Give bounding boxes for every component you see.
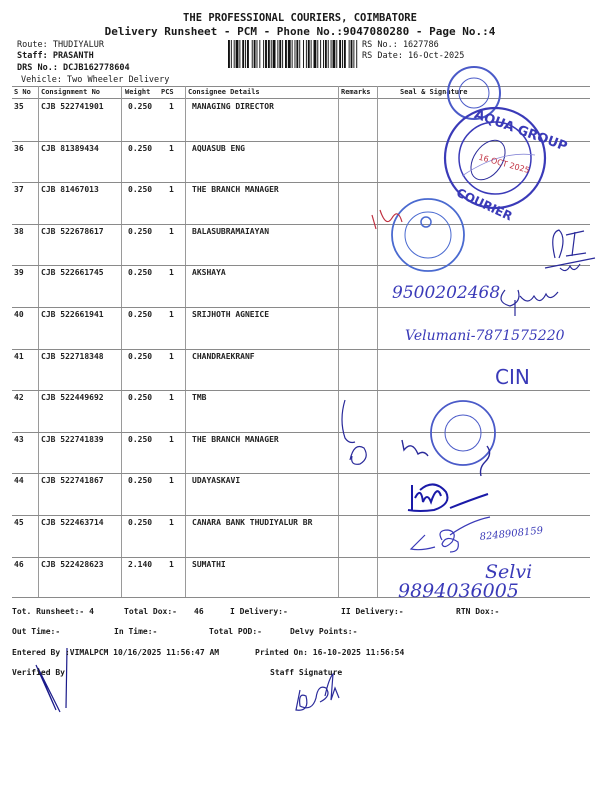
handwritten-row40: Velumani-7871575220	[405, 328, 565, 344]
out-time: Out Time:-	[12, 627, 61, 636]
runsheet-subtitle: Delivery Runsheet - PCM - Phone No.:9047080280 - Page No.:4	[104, 25, 496, 38]
cell-weight: 0.250	[128, 102, 153, 111]
rtn-dox: RTN Dox:-	[456, 607, 500, 616]
col-header-weight: Weight	[125, 88, 151, 96]
mercantile-bank-stamp	[431, 401, 495, 465]
cell-pcs: 1	[169, 476, 174, 486]
cell-consignment: CJB 81467013	[41, 185, 99, 195]
verified-by-label: Verified By	[12, 668, 65, 677]
staff-label: Staff: PRASANTH	[17, 51, 94, 61]
drs-number: DRS No.: DCJB162778604	[17, 63, 130, 73]
cell-pcs: 1	[169, 559, 174, 569]
in-time: In Time:-	[114, 627, 158, 636]
cell-pcs: 1	[169, 102, 174, 111]
cell-pcs: 1	[169, 143, 174, 153]
cell-weight: 0.250	[128, 310, 153, 319]
company-name: THE PROFESSIONAL COURIERS, COIMBATORE	[183, 12, 417, 24]
cell-pcs: 1	[169, 268, 174, 278]
total-dox-label: Total Dox:-	[124, 607, 177, 616]
cell-pcs: 1	[169, 434, 174, 444]
cell-consignment: CJB 522661941	[41, 310, 104, 319]
signature-row39	[501, 290, 558, 316]
handwritten-row46-phone: 9894036005	[398, 580, 519, 602]
cell-sno: 45	[14, 518, 24, 527]
cell-pcs: 1	[169, 351, 174, 361]
cell-consignee: CHANDRAEKRANF	[192, 351, 255, 361]
cell-weight: 0.250	[128, 268, 153, 278]
cell-consignee: THE BRANCH MANAGER	[192, 434, 279, 444]
col-header-remarks: Remarks	[341, 88, 371, 96]
cell-consignment: CJB 522741867	[41, 476, 104, 486]
cell-consignment: CJB 522741839	[41, 434, 104, 444]
cell-consignment: CJB 522449692	[41, 393, 104, 403]
cell-weight: 0.250	[128, 185, 153, 195]
col-header-pcs: PCS	[161, 88, 174, 96]
delvy-points: Delvy Points:-	[290, 627, 358, 636]
cell-pcs: 1	[169, 226, 174, 236]
aqua-stamp-text-top: AQUA GROUP	[472, 107, 570, 155]
tot-runsheet: Tot. Runsheet:- 4	[12, 607, 94, 616]
signature-row44	[408, 484, 488, 511]
col-header-seal-signature: Seal & Signature	[400, 88, 468, 96]
cell-sno: 43	[14, 434, 24, 444]
cell-sno: 41	[14, 351, 24, 361]
cell-consignee: THE BRANCH MANAGER	[192, 185, 279, 195]
cell-sno: 44	[14, 476, 24, 486]
cell-weight: 0.250	[128, 393, 153, 403]
cell-weight: 2.140	[128, 559, 153, 569]
aqua-stamp-text-bottom: COURIER	[454, 185, 515, 224]
cell-weight: 0.250	[128, 434, 153, 444]
ii-delivery: II Delivery:-	[341, 607, 404, 616]
cell-sno: 35	[14, 102, 24, 111]
rs-number: RS No.: 1627786	[362, 40, 439, 50]
cell-consignee: AKSHAYA	[192, 268, 226, 278]
route-label: Route: THUDIYALUR	[17, 40, 104, 50]
cell-consignment: CJB 522678617	[41, 226, 104, 236]
cell-pcs: 1	[169, 185, 174, 195]
entered-by: Entered By :VIMALPCM 10/16/2025 11:56:47 AM	[12, 648, 220, 657]
cell-sno: 40	[14, 310, 24, 319]
cell-sno: 46	[14, 559, 24, 569]
cell-consignee: AQUASUB ENG	[192, 143, 245, 153]
cell-pcs: 1	[169, 393, 174, 403]
cell-pcs: 1	[169, 310, 174, 319]
total-dox-value: 46	[194, 607, 204, 616]
cell-consignee: SRIJHOTH AGNEICE	[192, 310, 270, 319]
cell-consignee: BALASUBRAMAIAYAN	[192, 226, 270, 236]
cell-pcs: 1	[169, 518, 174, 527]
handwritten-row41: CIN	[495, 365, 530, 389]
staff-signature-mark	[296, 674, 339, 710]
cell-consignee: CANARA BANK THUDIYALUR BR	[192, 518, 313, 527]
signature-row38	[545, 230, 595, 271]
cell-sno: 42	[14, 393, 24, 403]
cell-consignment: CJB 522428623	[41, 559, 104, 569]
aqua-stamp-date: 16 OCT 2025	[477, 152, 531, 175]
cell-consignee: UDAYASKAVI	[192, 476, 241, 486]
cell-consignment: CJB 522741901	[41, 102, 104, 111]
cell-consignee: TMB	[192, 393, 207, 403]
handwritten-row39-phone: 9500202468	[392, 283, 501, 303]
staff-signature-label: Staff Signature	[270, 668, 343, 677]
cell-sno: 36	[14, 143, 24, 153]
handwritten-row45-phone: 8248908159	[479, 525, 544, 543]
total-pod: Total POD:-	[209, 627, 262, 636]
cell-weight: 0.250	[128, 476, 153, 486]
cell-weight: 0.250	[128, 143, 153, 153]
cell-consignment: CJB 81389434	[41, 143, 99, 153]
signature-row45	[411, 517, 490, 552]
cell-consignment: CJB 522718348	[41, 351, 104, 361]
i-delivery: I Delivery:-	[230, 607, 288, 616]
cell-sno: 38	[14, 226, 24, 236]
cell-consignee: MANAGING DIRECTOR	[192, 102, 274, 111]
cell-sno: 39	[14, 268, 24, 278]
round-stamp-top	[448, 67, 500, 119]
handwritten-row46-name: Selvi	[485, 561, 533, 583]
cell-consignee: SUMATHI	[192, 559, 226, 569]
vehicle-label: Vehicle: Two Wheeler Delivery	[21, 75, 170, 85]
cell-consignment: CJB 522463714	[41, 518, 104, 527]
signature-row43	[342, 400, 366, 464]
rs-date: RS Date: 16-Oct-2025	[362, 51, 465, 61]
cell-consignment: CJB 522661745	[41, 268, 104, 278]
col-header-sno: S No	[14, 88, 31, 96]
verified-by-signature	[36, 648, 67, 712]
cell-weight: 0.250	[128, 226, 153, 236]
col-header-consignment: Consignment No	[41, 88, 101, 96]
indian-bank-stamp	[392, 199, 464, 271]
red-signature	[372, 210, 402, 229]
printed-on: Printed On: 16-10-2025 11:56:54	[255, 648, 405, 657]
cell-weight: 0.250	[128, 518, 153, 527]
col-header-consignee: Consignee Details	[188, 88, 260, 96]
cell-weight: 0.250	[128, 351, 153, 361]
cell-sno: 37	[14, 185, 24, 195]
